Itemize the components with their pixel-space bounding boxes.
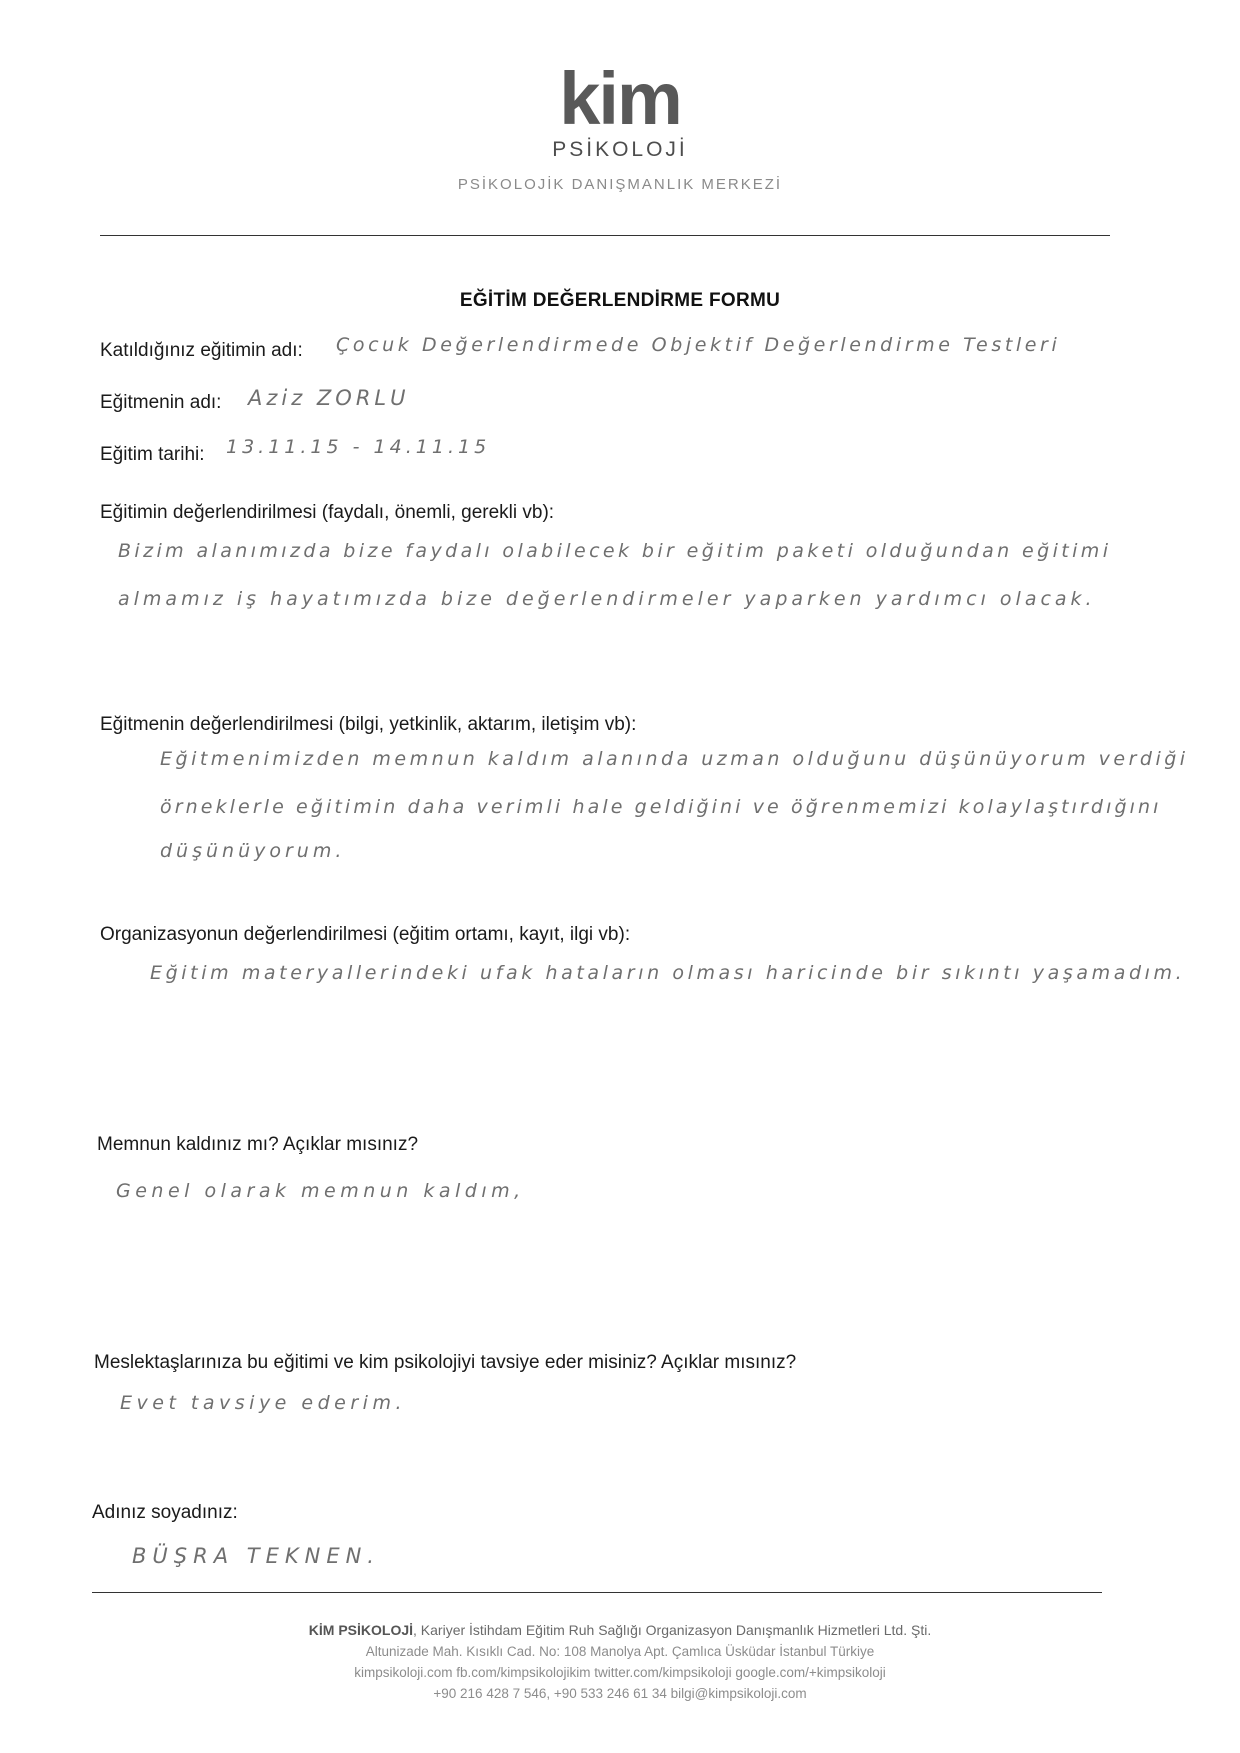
footer-links: kimpsikoloji.com fb.com/kimpsikolojikim twitter.com/kimpsikoloji google.com/+kimpsikoloji [354,1665,886,1680]
trainer-eval-line-3: düşünüyorum. [160,840,346,862]
footer-company [0,1620,1240,1641]
footer-company-name: KİM PSİKOLOJİ [308,1622,414,1638]
recommend-line-1: Evet tavsiye ederim. [120,1392,406,1414]
training-eval-line-2: almamız iş hayatımızda bize değerlendirmeler yaparken yardımcı olacak. [118,588,1096,610]
trainer-eval-line-1: Eğitmenimizden memnun kaldım alanında uzman olduğunu düşünüyorum verdiği [160,748,1189,770]
company-logo [0,57,1240,193]
footer-address: Altunizade Mah. Kısıklı Cad. No: 108 Manolya Apt. Çamlıca Üsküdar İstanbul Türkiye [365,1644,875,1659]
training-date-value: 13.11.15 - 14.11.15 [226,436,491,458]
training-name-label: Katıldığınız eğitimin adı: [100,340,303,361]
satisfaction-label: Memnun kaldınız mı? Açıklar mısınız? [97,1134,419,1155]
logo-subtitle: PSİKOLOJİ [552,138,688,161]
logo-mark: kim [559,57,681,140]
recommend-label: Meslektaşlarınıza bu eğitimi ve kim psikolojiyi tavsiye eder misiniz? Açıklar mısınız? [94,1352,797,1373]
trainer-name-value: Aziz ZORLU [248,386,410,410]
header-divider [100,235,1110,236]
org-eval-label: Organizasyonun değerlendirilmesi (eğitim ortamı, kayıt, ilgi vb): [100,924,631,945]
name-label: Adınız soyadınız: [92,1502,238,1523]
training-name-value: Çocuk Değerlendirmede Objektif Değerlendirme Testleri [336,334,1061,356]
form-title: EĞİTİM DEĞERLENDİRME FORMU [459,290,781,311]
footer [0,1620,1240,1704]
footer-contact: +90 216 428 7 546, +90 533 246 61 34 bilgi@kimpsikoloji.com [433,1686,807,1701]
logo-tagline: PSİKOLOJİK DANIŞMANLIK MERKEZİ [457,176,783,193]
org-eval-line-1: Eğitim materyallerindeki ufak hataların olması haricinde bir sıkıntı yaşamadım. [150,962,1186,984]
footer-divider [92,1592,1102,1593]
trainer-eval-label: Eğitmenin değerlendirilmesi (bilgi, yetkinlik, aktarım, iletişim vb): [100,714,637,735]
satisfaction-line-1: Genel olarak memnun kaldım, [116,1180,525,1202]
training-eval-label: Eğitimin değerlendirilmesi (faydalı, önemli, gerekli vb): [100,502,555,523]
trainer-eval-line-2: örneklerle eğitimin daha verimli hale geldiğini ve öğrenmemizi kolaylaştırdığını [160,796,1162,818]
training-date-label: Eğitim tarihi: [100,444,205,465]
training-eval-line-1: Bizim alanımızda bize faydalı olabilecek bir eğitim paketi olduğundan eğitimi [118,540,1112,562]
name-value: BÜŞRA TEKNEN. [132,1544,380,1568]
footer-company-rest: , Kariyer İstihdam Eğitim Ruh Sağlığı Organizasyon Danışmanlık Hizmetleri Ltd. Şti. [413,1622,932,1638]
trainer-name-label: Eğitmenin adı: [100,392,222,413]
